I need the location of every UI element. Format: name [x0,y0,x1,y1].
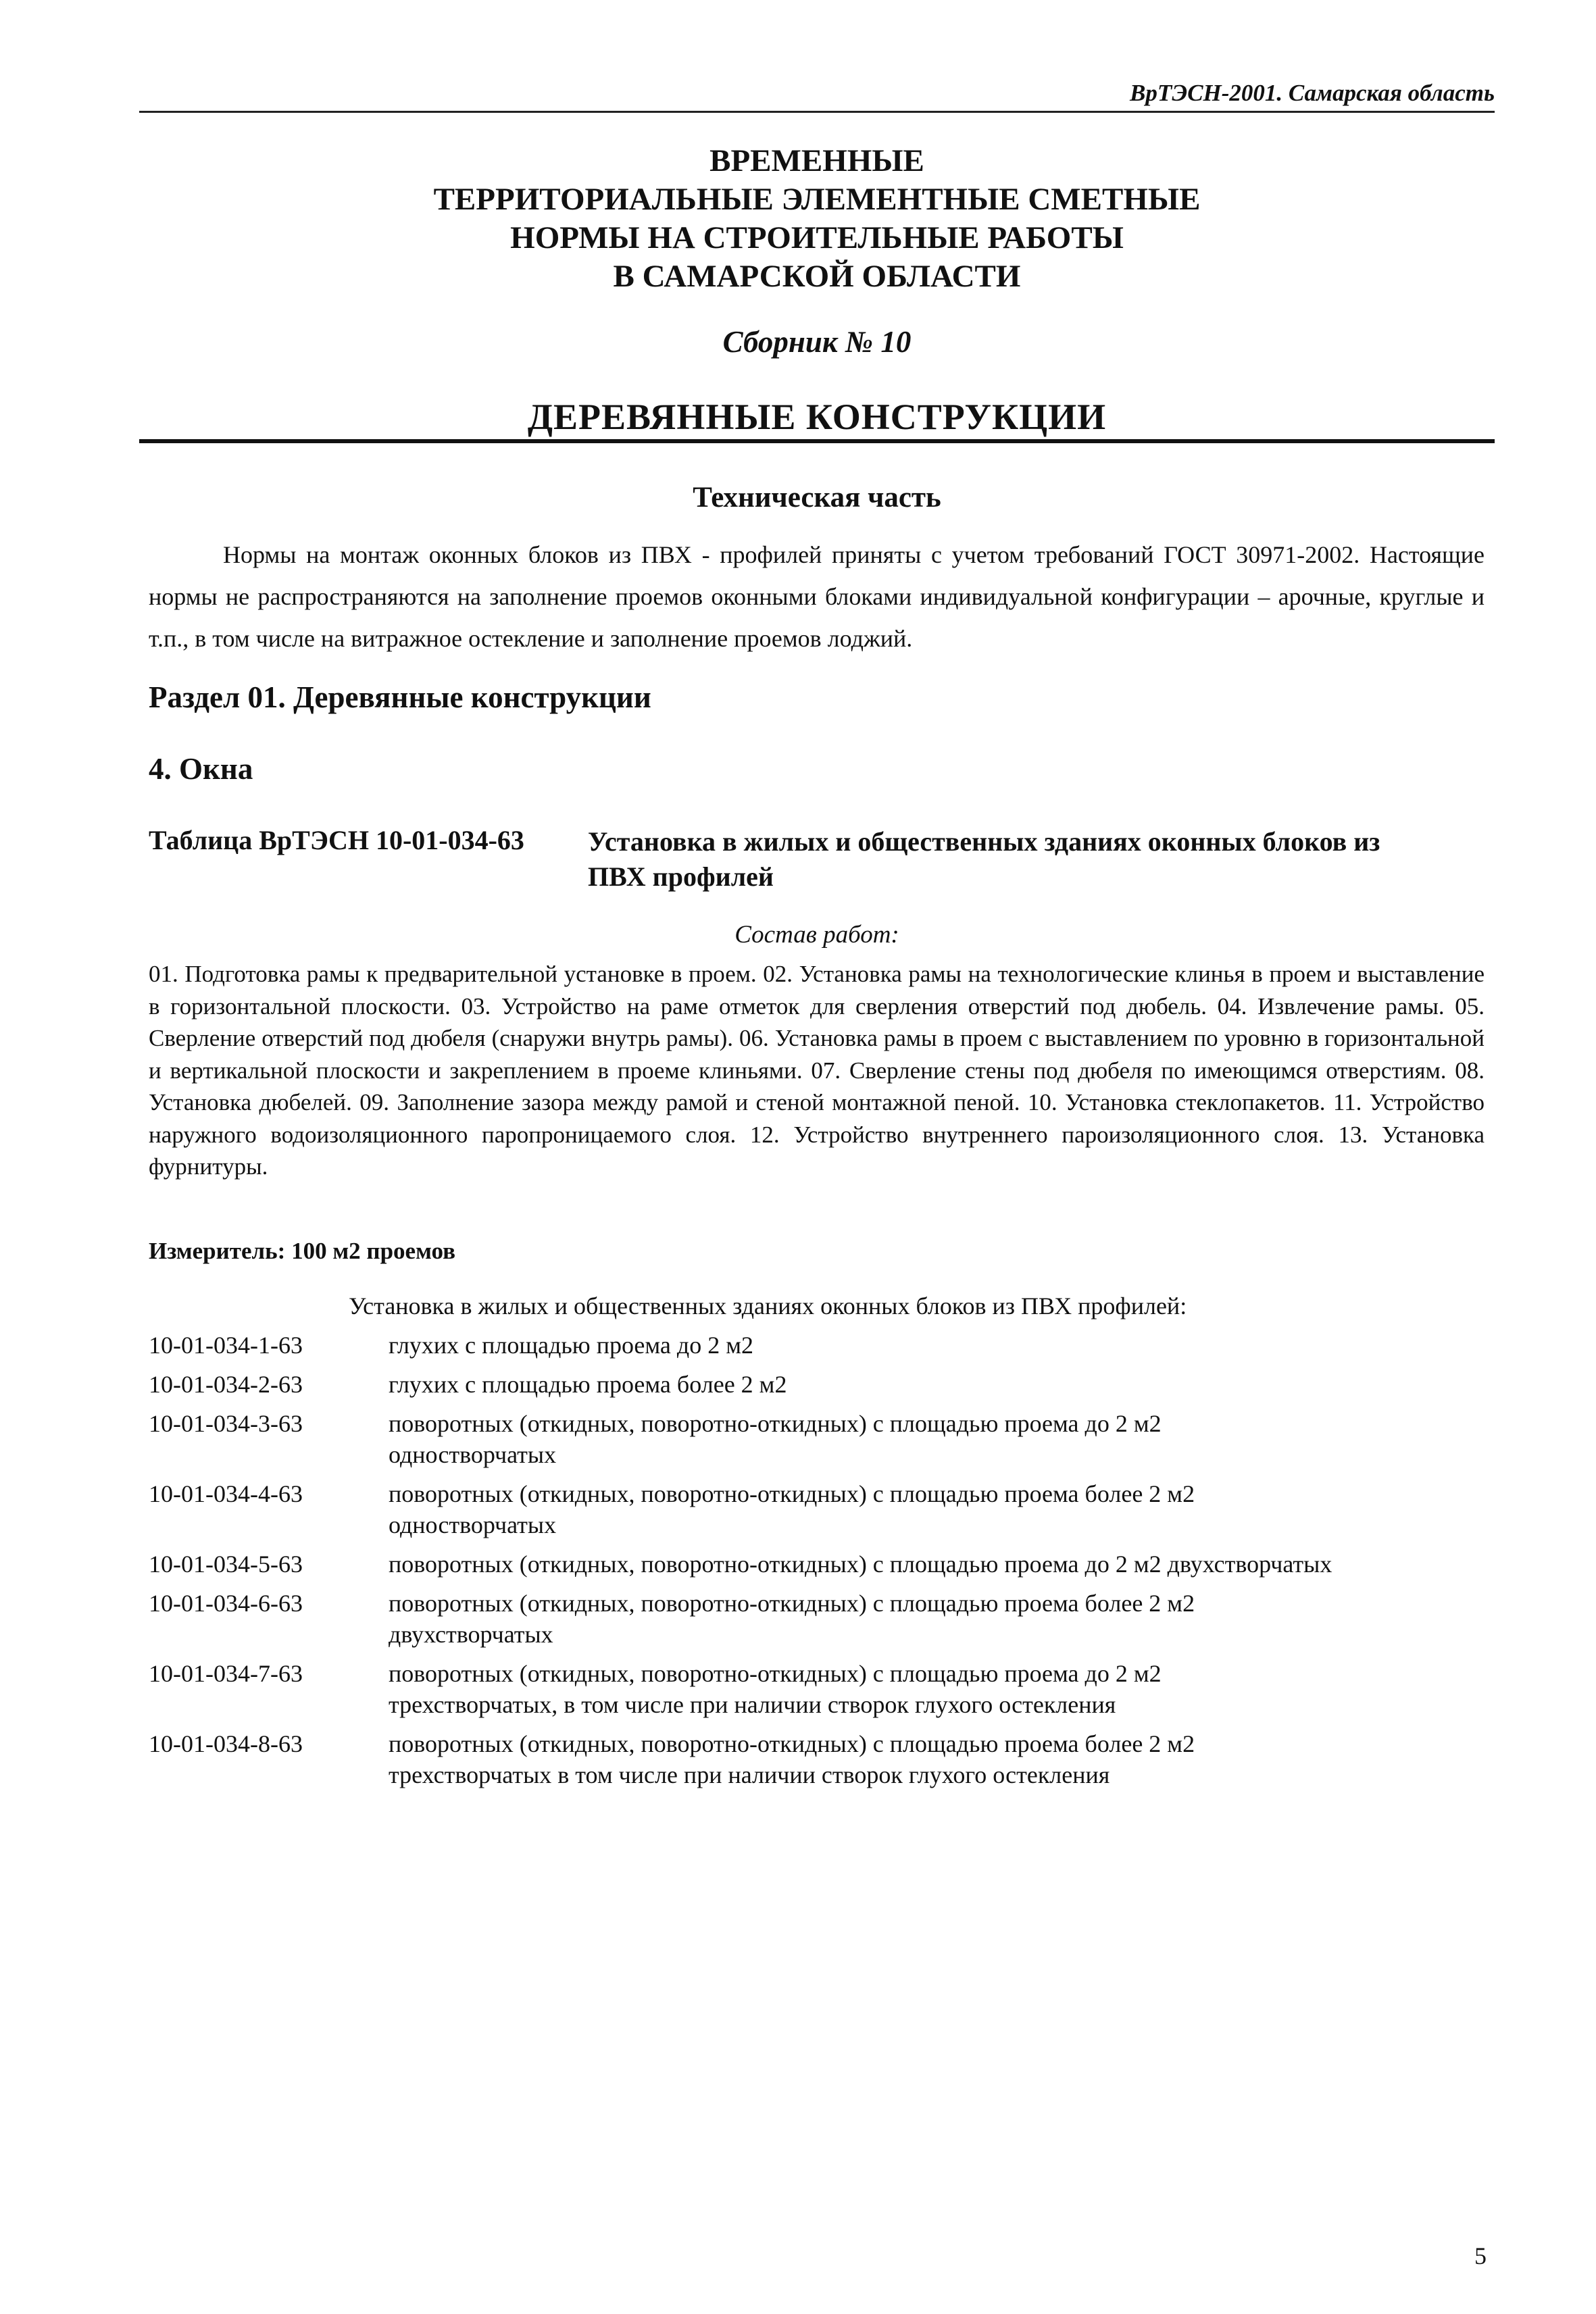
subsection-heading: 4. Окна [149,752,253,786]
title-line: В САМАРСКОЙ ОБЛАСТИ [613,259,1021,294]
item-code: 10-01-034-4-63 [149,1480,303,1507]
item-description: поворотных (откидных, поворотно-откидных) с площадью проема до 2 м2 трехстворчатых, в том числе при наличии створок глухого остекления [389,1660,1162,1718]
table-code: Таблица ВрТЭСН 10-01-034-63 [149,825,524,855]
list-item [149,1658,1365,1720]
running-header: ВрТЭСН-2001. Самарская область [1129,80,1495,106]
measure-unit: Измеритель: 100 м2 проемов [149,1238,455,1264]
composition-heading: Состав работ: [734,921,899,949]
razdel-heading: Раздел 01. Деревянные конструкции [149,680,651,714]
list-item [149,1588,1365,1650]
page-number: 5 [1474,2242,1487,2269]
item-code: 10-01-034-7-63 [149,1660,303,1687]
item-description: глухих с площадью проема до 2 м2 [389,1332,753,1359]
title-line: НОРМЫ НА СТРОИТЕЛЬНЫЕ РАБОТЫ [510,220,1124,255]
list-item [149,1408,1365,1470]
composition-text: 01. Подготовка рамы к предварительной установке в проем. 02. Установка рамы на технологические клинья в проем и выставление в горизонтальной плоскости. 03. Устройство на раме отметок для сверления отверстий под дюбель. 04. Извлечение рамы. 05. Сверление отверстий под дюбеля (снаружи внутрь рамы). 06. Установка рамы в проем с выставлением по уровню в горизонтальной и вертикальной плоскости и закреплением в проеме клиньями. 07. Сверление стены под дюбеля по имеющимся отверстиям. 08. Установка дюбелей. 09. Заполнение зазора между рамой и стеной монтажной пеной. 10. Установка стеклопакетов. 11. Устройство наружного водоизоляционного паропроницаемого слоя. 12. Устройство внутреннего пароизоляционного слоя. 13. Установка фурнитуры. [149,961,1485,1180]
item-code: 10-01-034-6-63 [149,1590,303,1617]
list-item [149,1330,1365,1361]
item-code: 10-01-034-8-63 [149,1730,303,1757]
header-rule [139,111,1495,113]
title-line: ВРЕМЕННЫЕ [709,143,924,178]
title-line: ТЕРРИТОРИАЛЬНЫЕ ЭЛЕМЕНТНЫЕ СМЕТНЫЕ [433,182,1201,217]
document-title [139,142,1495,296]
list-item [149,1478,1365,1540]
list-item [149,1549,1365,1580]
item-description: поворотных (откидных, поворотно-откидных) с площадью проема более 2 м2 трехстворчатых в том числе при наличии створок глухого остекления [389,1730,1195,1788]
item-code: 10-01-034-1-63 [149,1332,303,1359]
item-code: 10-01-034-3-63 [149,1410,303,1437]
section-title: ДЕРЕВЯННЫЕ КОНСТРУКЦИИ [527,397,1107,437]
norm-items-list [149,1330,1365,1799]
item-code: 10-01-034-5-63 [149,1551,303,1578]
item-description: поворотных (откидных, поворотно-откидных) с площадью проема более 2 м2 двухстворчатых [389,1590,1195,1648]
item-description: поворотных (откидных, поворотно-откидных) с площадью проема более 2 м2 одностворчатых [389,1480,1195,1538]
list-item [149,1728,1365,1790]
table-title: Установка в жилых и общественных зданиях оконных блоков из ПВХ профилей [588,826,1380,892]
collection-number: Сборник № 10 [722,325,912,359]
technical-part-text: Нормы на монтаж оконных блоков из ПВХ - профилей приняты с учетом требований ГОСТ 30971-2002. Настоящие нормы не распространяются на заполнение проемов оконными блоками индивидуальной конфигурации – арочные, круглые и т.п., в том числе на витражное остекление и заполнение проемов лоджий. [149,541,1485,652]
item-description: поворотных (откидных, поворотно-откидных) с площадью проема до 2 м2 одностворчатых [389,1410,1162,1468]
item-description: поворотных (откидных, поворотно-откидных) с площадью проема до 2 м2 двухстворчатых [389,1551,1332,1578]
list-item [149,1369,1365,1400]
technical-part-heading: Техническая часть [693,482,941,513]
item-code: 10-01-034-2-63 [149,1371,303,1398]
section-rule [139,439,1495,443]
items-header: Установка в жилых и общественных зданиях оконных блоков из ПВХ профилей: [349,1292,1187,1319]
item-description: глухих с площадью проема более 2 м2 [389,1371,787,1398]
